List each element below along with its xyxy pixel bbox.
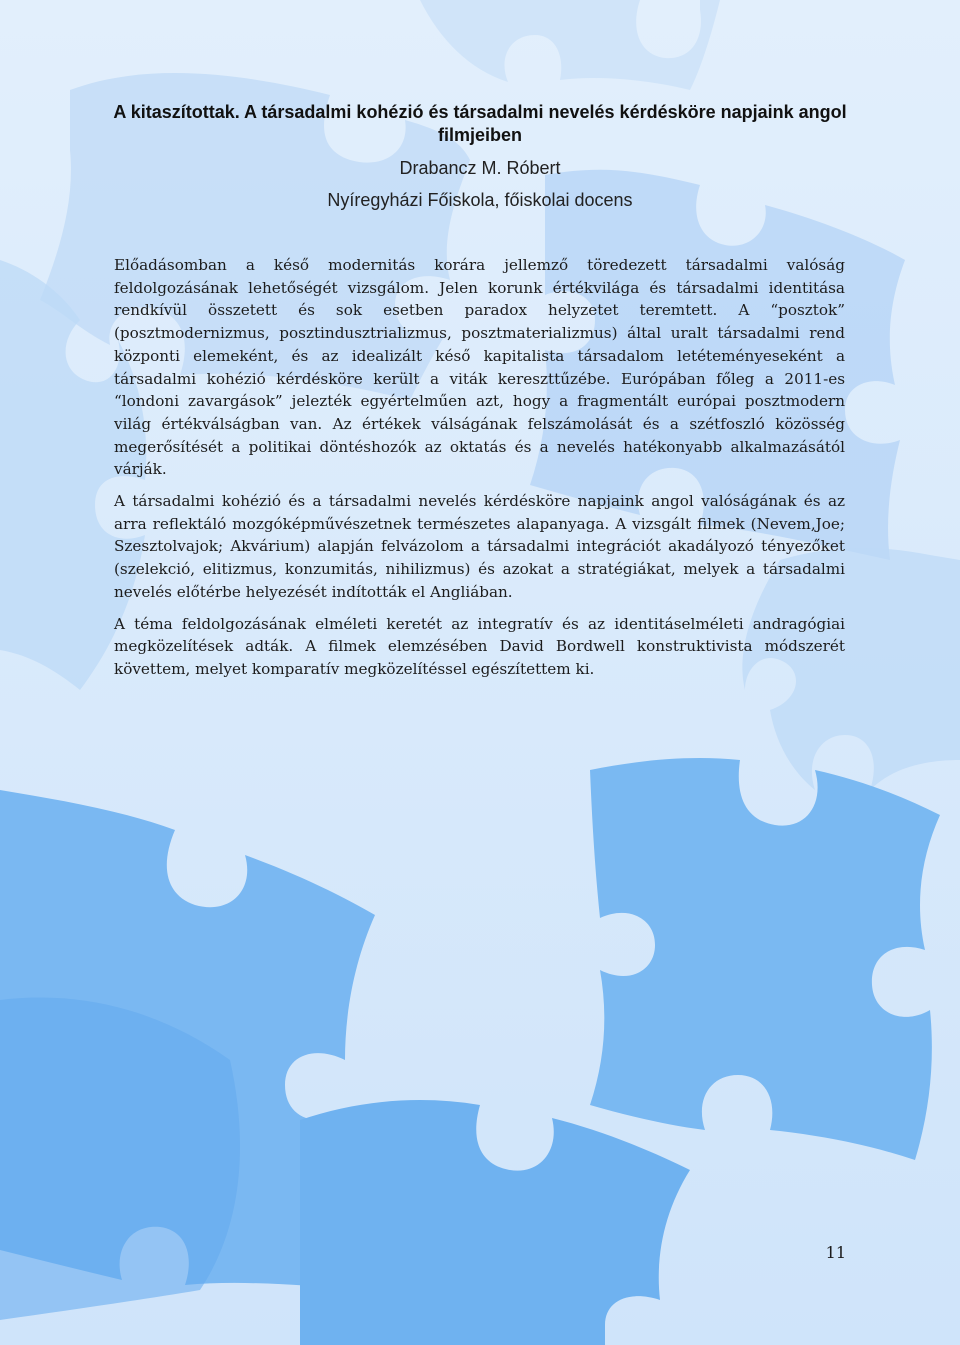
document-title: A kitaszítottak. A társadalmi kohézió és társadalmi nevelés kérdésköre napjaink angol filmjeiben [113, 102, 847, 145]
abstract-paragraph: A téma feldolgozásának elméleti keretét az integratív és az identitáselméleti andragógiai megközelítések adták. A filmek elemzésében David Bordwell konstruktivista módszerét követtem, melyet komparatív megközelítéssel egészítettem ki. [114, 614, 845, 678]
page-number: 11 [825, 1243, 846, 1262]
abstract-body [114, 254, 845, 690]
author-affiliation: Nyíregyházi Főiskola, főiskolai docens [327, 190, 633, 210]
author-name: Drabancz M. Róbert [399, 158, 561, 178]
abstract-paragraph: Előadásomban a késő modernitás korára jellemző töredezett társadalmi valóság feldolgozásának lehetőségét vizsgálom. Jelen korunk értékvilága és társadalmi identitása rendkívül összetett és sok esetben paradox helyzetet teremtett. A “posztok” (posztmodernizmus, posztindusztrializmus, posztmaterializmus) által uralt társadalmi rend központi elemeként, és az idealizált késő kapitalista társadalom letéteményeseként a társadalmi kohézió kérdésköre került a viták kereszttűzébe. Európában főleg a 2011-es “londoni zavargások” jelezték egyértelműen azt, hogy a fragmentált európai posztmodern világ értékválságban van. Az értékek válságának felszámolását és a szétfoszló közösség megerősítését a politikai döntéshozók az oktatás és a nevelés hatékonyabb alkalmazásától várják. [114, 256, 845, 479]
abstract-paragraph: A társadalmi kohézió és a társadalmi nevelés kérdésköre napjaink angol valóságának és az arra reflektáló mozgóképművészetnek természetes alapanyaga. A vizsgált filmek (Nevem,Joe; Szesztolvajok; Akvárium) alapján felvázolom a társadalmi integrációt akadályozó tényezőket (szelekció, elitizmus, konzumitás, nihilizmus) és azokat a stratégiákat, melyek a társadalmi nevelés előtérbe helyezését indították el Angliában. [114, 492, 845, 601]
